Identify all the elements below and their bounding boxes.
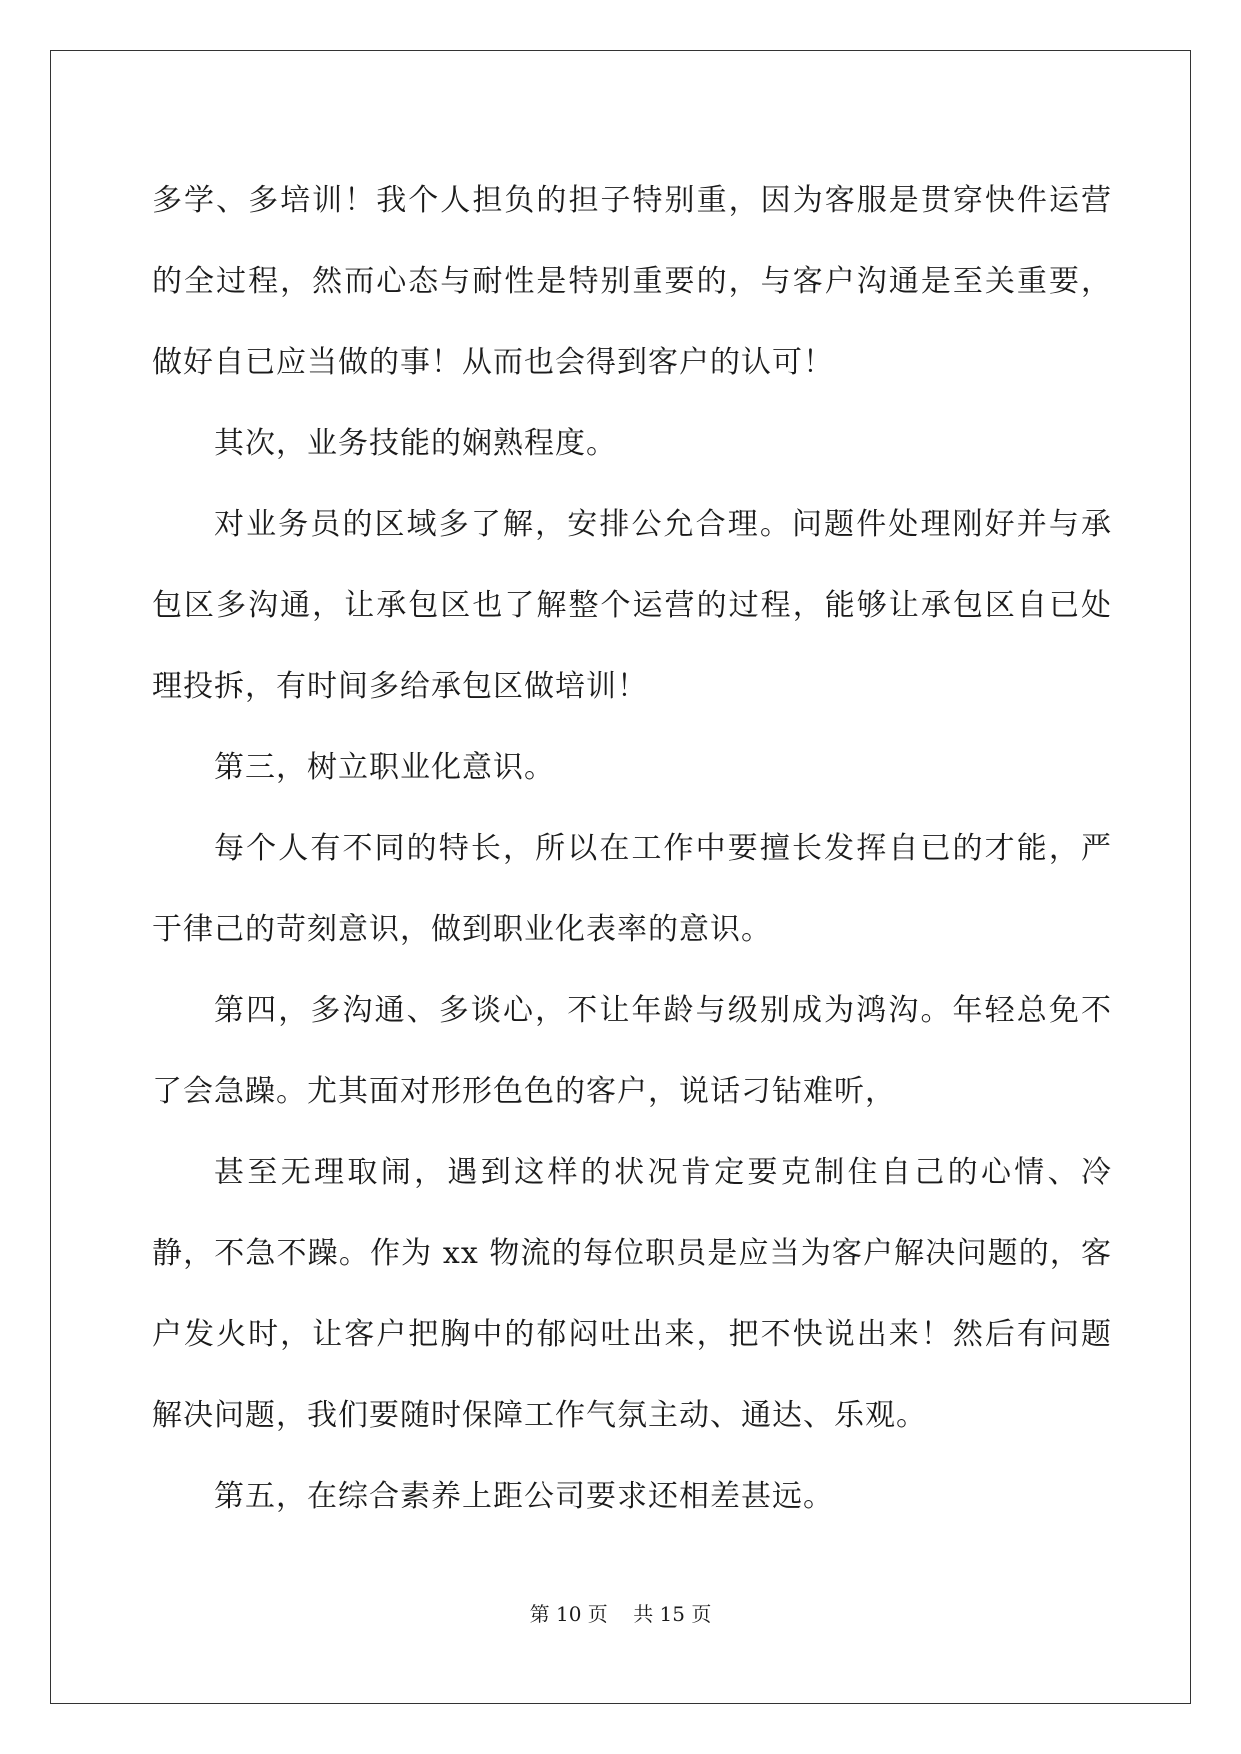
- document-body: [152, 160, 1112, 1537]
- paragraph-1: 多学、多培训！我个人担负的担子特别重，因为客服是贯穿快件运营的全过程，然而心态与耐性是特别重要的，与客户沟通是至关重要，做好自已应当做的事！从而也会得到客户的认可！: [152, 183, 1112, 380]
- page-number-label: 第 10 页 共 15 页: [529, 1602, 712, 1626]
- paragraph-3: 对业务员的区域多了解，安排公允合理。问题件处理刚好并与承包区多沟通，让承包区也了解整个运营的过程，能够让承包区自已处理投拆，有时间多给承包区做培训！: [152, 507, 1112, 704]
- paragraph-8: 第五，在综合素养上距公司要求还相差甚远。: [214, 1479, 834, 1514]
- paragraph-2: 其次，业务技能的娴熟程度。: [214, 426, 617, 461]
- paragraph-6: 第四，多沟通、多谈心，不让年龄与级别成为鸿沟。年轻总免不了会急躁。尤其面对形形色色的客户，说话刁钻难听，: [152, 993, 1112, 1109]
- page-footer: [0, 1598, 1241, 1627]
- paragraph-5: 每个人有不同的特长，所以在工作中要擅长发挥自已的才能，严于律己的苛刻意识，做到职业化表率的意识。: [152, 831, 1112, 947]
- paragraph-4: 第三，树立职业化意识。: [214, 750, 555, 785]
- paragraph-7: 甚至无理取闹，遇到这样的状况肯定要克制住自己的心情、冷静，不急不躁。作为 xx 物流的每位职员是应当为客户解决问题的，客户发火时，让客户把胸中的郁闷吐出来，把不快说出来！然后有问题解决问题，我们要随时保障工作气氛主动、通达、乐观。: [152, 1155, 1112, 1433]
